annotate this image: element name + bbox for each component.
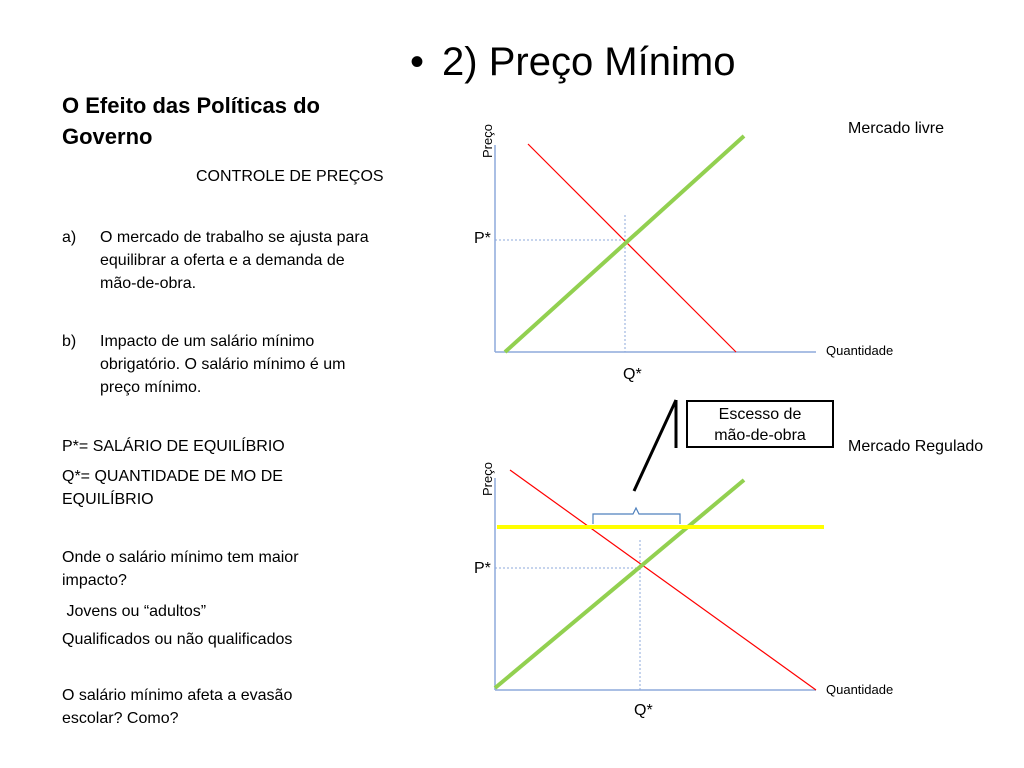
bottom-demand-curve <box>510 470 816 690</box>
bottom-pstar-label: P* <box>474 560 491 577</box>
top-graph <box>495 136 816 352</box>
bottom-x-axis-label: Quantidade <box>826 682 894 697</box>
pstar-definition: P*= SALÁRIO DE EQUILÍBRIO <box>62 438 285 455</box>
list-text: O mercado de trabalho se ajusta para equilibrar a oferta e a demanda de mão-de-obra. <box>100 229 369 292</box>
list-marker: a) <box>62 229 77 246</box>
bottom-qstar-label: Q* <box>634 702 653 719</box>
top-qstar-label: Q* <box>623 366 642 383</box>
list-text: Impacto de um salário mínimo obrigatório. O salário mínimo é um preço mínimo. <box>100 333 346 396</box>
list-marker: b) <box>62 333 77 350</box>
question-dropout: O salário mínimo afeta a evasão escolar? Como? <box>62 687 293 727</box>
top-demand-curve <box>528 144 736 352</box>
callout-pointer <box>634 400 676 491</box>
top-pstar-label: P* <box>474 230 491 247</box>
question-impact: Onde o salário mínimo tem maior impacto? <box>62 549 299 589</box>
qstar-definition: Q*= QUANTIDADE DE MO DE EQUILÍBRIO <box>62 468 283 508</box>
option-skill: Qualificados ou não qualificados <box>62 631 293 648</box>
market-label-free: Mercado livre <box>848 120 945 137</box>
section-heading: O Efeito das Políticas do Governo <box>62 93 320 149</box>
excess-brace <box>593 508 680 524</box>
bottom-graph <box>495 470 824 690</box>
option-age: Jovens ou “adultos” <box>62 603 207 620</box>
top-y-axis-label: Preço <box>480 124 495 158</box>
title-bullet: • <box>410 40 425 84</box>
bottom-supply-curve <box>495 480 744 688</box>
section-subheading: CONTROLE DE PREÇOS <box>196 168 384 185</box>
excess-labor-callout <box>686 400 834 448</box>
top-x-axis-label: Quantidade <box>826 343 894 358</box>
bottom-y-axis-label: Preço <box>480 462 495 496</box>
callout-line-1: Escesso de <box>718 406 802 423</box>
market-label-regulated: Mercado Regulado <box>848 438 984 455</box>
callout-line-2: mão-de-obra <box>714 427 806 444</box>
title-text: 2) Preço Mínimo <box>442 40 736 84</box>
